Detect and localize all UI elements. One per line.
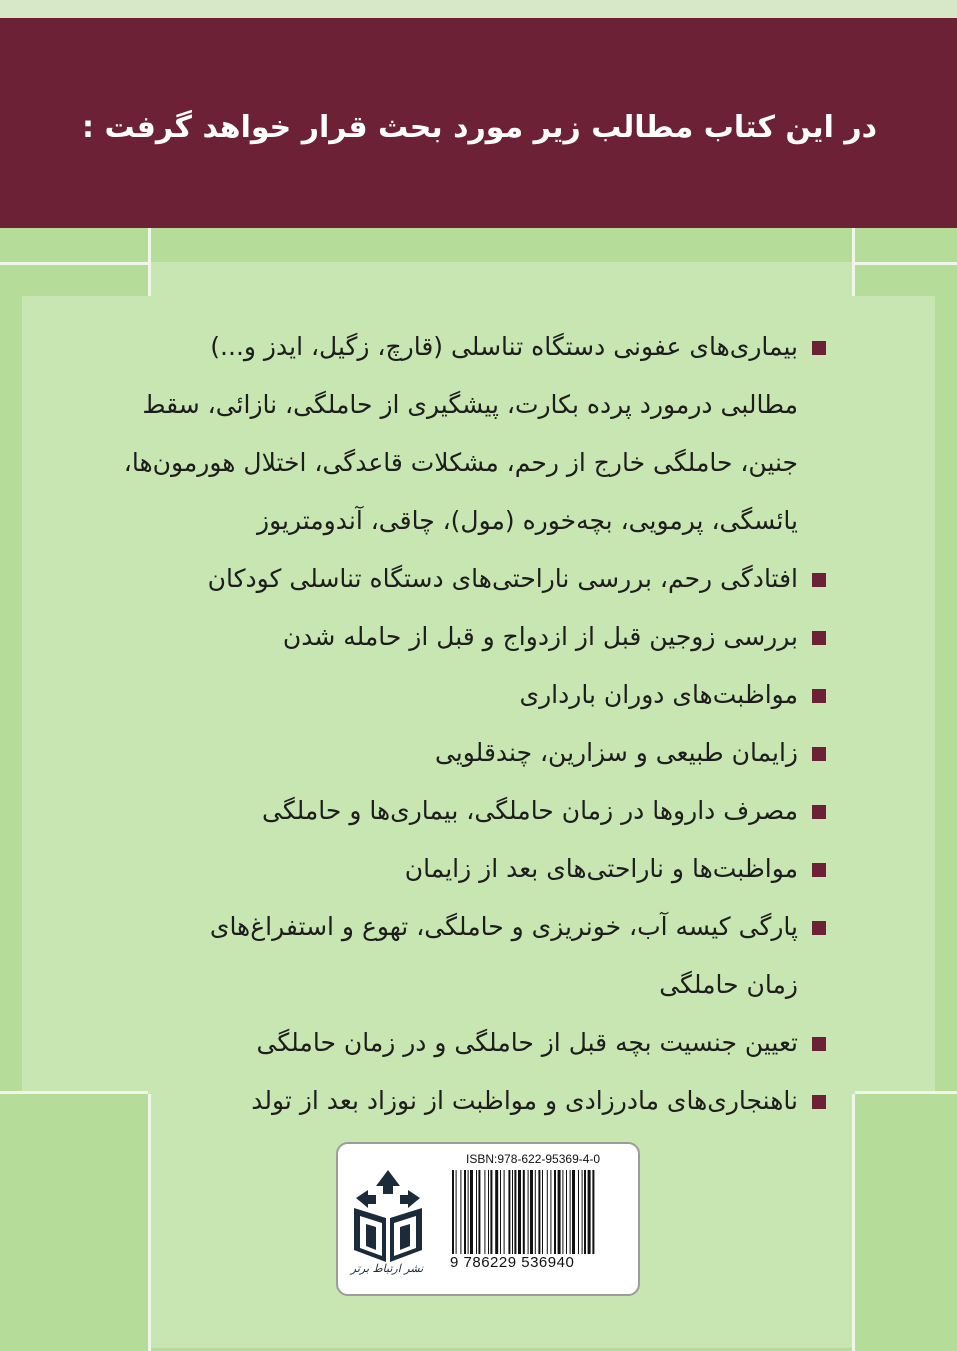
topic-line: یائسگی، پرمویی، بچه‌خوره (مول)، چاقی، آندومتریوز bbox=[257, 506, 798, 535]
topic-item bbox=[170, 666, 828, 724]
barcode-bar bbox=[582, 1170, 583, 1254]
barcode-bar bbox=[535, 1170, 536, 1254]
topic-line: مواظبت‌های دوران بارداری bbox=[519, 680, 798, 709]
divider-line bbox=[0, 262, 148, 265]
barcode-bar bbox=[470, 1170, 473, 1254]
topic-line: مصرف داروها در زمان حاملگی، بیماری‌ها و حاملگی bbox=[262, 796, 798, 825]
book-with-arrows-logo-icon bbox=[348, 1164, 428, 1274]
barcode-bar bbox=[547, 1170, 548, 1254]
barcode-bar bbox=[538, 1170, 540, 1254]
topic-item bbox=[170, 550, 828, 608]
barcode-bar bbox=[542, 1170, 543, 1254]
barcode-bar bbox=[504, 1170, 505, 1254]
barcode-bar bbox=[528, 1170, 529, 1254]
title-banner bbox=[0, 18, 957, 228]
topic-item bbox=[123, 318, 828, 550]
barcode-bar bbox=[570, 1170, 571, 1254]
bullet-square-icon bbox=[812, 341, 826, 355]
barcode-bar bbox=[566, 1170, 567, 1254]
barcode bbox=[450, 1170, 626, 1254]
bullet-square-icon bbox=[812, 1037, 826, 1051]
barcode-bar bbox=[512, 1170, 513, 1254]
bullet-square-icon bbox=[812, 863, 826, 877]
topic-item bbox=[170, 724, 828, 782]
banner-title: در این کتاب مطالب زیر مورد بحث قرار خواهد گرفت : bbox=[82, 110, 877, 145]
bullet-square-icon bbox=[812, 805, 826, 819]
topic-line: ناهنجاری‌های مادرزادی و مواظبت از نوزاد بعد از تولد bbox=[251, 1086, 798, 1115]
divider-line bbox=[0, 1091, 148, 1094]
barcode-bar bbox=[588, 1170, 591, 1254]
topic-line: تعیین جنسیت بچه قبل از حاملگی و در زمان حاملگی bbox=[256, 1028, 798, 1057]
barcode-bar bbox=[495, 1170, 498, 1254]
publisher-name: نشر ارتباط برتر bbox=[350, 1262, 424, 1275]
bullet-square-icon bbox=[812, 689, 826, 703]
barcode-bar bbox=[460, 1170, 461, 1254]
bullet-square-icon bbox=[812, 1095, 826, 1109]
topic-line: مطالبی درمورد پرده بکارت، پیشگیری از حاملگی، نازائی، سقط bbox=[142, 390, 798, 419]
bullet-square-icon bbox=[812, 573, 826, 587]
barcode-bar bbox=[562, 1170, 563, 1254]
barcode-bar bbox=[452, 1170, 454, 1254]
topic-line: مواظبت‌ها و ناراحتی‌های بعد از زایمان bbox=[404, 854, 798, 883]
barcode-bar bbox=[554, 1170, 556, 1254]
topic-item bbox=[170, 1014, 828, 1072]
barcode-bar bbox=[558, 1170, 561, 1254]
topic-line: زمان حاملگی bbox=[659, 970, 798, 999]
divider-line bbox=[852, 1094, 855, 1351]
topic-line: زایمان طبیعی و سزارین، چندقلویی bbox=[434, 738, 798, 767]
bullet-square-icon bbox=[812, 747, 826, 761]
barcode-bar bbox=[490, 1170, 492, 1254]
barcode-bar bbox=[572, 1170, 575, 1254]
barcode-bar bbox=[508, 1170, 510, 1254]
barcode-bar bbox=[530, 1170, 533, 1254]
barcode-bar bbox=[478, 1170, 480, 1254]
barcode-bar bbox=[456, 1170, 457, 1254]
barcode-bar bbox=[514, 1170, 516, 1254]
bullet-square-icon bbox=[812, 631, 826, 645]
topic-line: جنین، حاملگی خارج از رحم، مشکلات قاعدگی، اختلال هورمون‌ها، bbox=[123, 448, 798, 477]
topic-item bbox=[170, 608, 828, 666]
barcode-bar bbox=[550, 1170, 551, 1254]
divider-line bbox=[855, 262, 957, 265]
barcode-bar bbox=[468, 1170, 469, 1254]
divider-line bbox=[855, 1091, 957, 1094]
barcode-bar bbox=[464, 1170, 466, 1254]
topic-item bbox=[170, 1072, 828, 1130]
topic-item bbox=[170, 898, 828, 1014]
topic-line: افتادگی رحم، بررسی ناراحتی‌های دستگاه تناسلی کودکان bbox=[207, 564, 798, 593]
topic-line: بررسی زوجین قبل از ازدواج و قبل از حامله شدن bbox=[282, 622, 798, 651]
barcode-bar bbox=[578, 1170, 579, 1254]
top-strip bbox=[0, 0, 957, 18]
barcode-bar bbox=[500, 1170, 501, 1254]
topic-line: پارگی کیسه آب، خونریزی و حاملگی، تهوع و استفراغ‌های bbox=[209, 912, 798, 941]
topics-list bbox=[123, 318, 828, 1130]
barcode-bar bbox=[476, 1170, 477, 1254]
isbn-number: ISBN:978-622-95369-4-0 bbox=[466, 1152, 601, 1166]
barcode-digits: 9 786229 536940 bbox=[450, 1254, 575, 1271]
barcode-bar bbox=[523, 1170, 525, 1254]
barcode-bar bbox=[488, 1170, 489, 1254]
divider-line bbox=[148, 1094, 151, 1351]
barcode-bar bbox=[484, 1170, 485, 1254]
bullet-square-icon bbox=[812, 921, 826, 935]
barcode-bar bbox=[518, 1170, 521, 1254]
topic-item bbox=[170, 782, 828, 840]
divider-line bbox=[148, 228, 151, 296]
isbn-label-box bbox=[336, 1142, 640, 1296]
topic-line: بیماری‌های عفونی دستگاه تناسلی (قارچ، زگیل، ایدز و...) bbox=[210, 332, 798, 361]
barcode-bar bbox=[584, 1170, 586, 1254]
topic-item bbox=[170, 840, 828, 898]
barcode-bar bbox=[592, 1170, 594, 1254]
